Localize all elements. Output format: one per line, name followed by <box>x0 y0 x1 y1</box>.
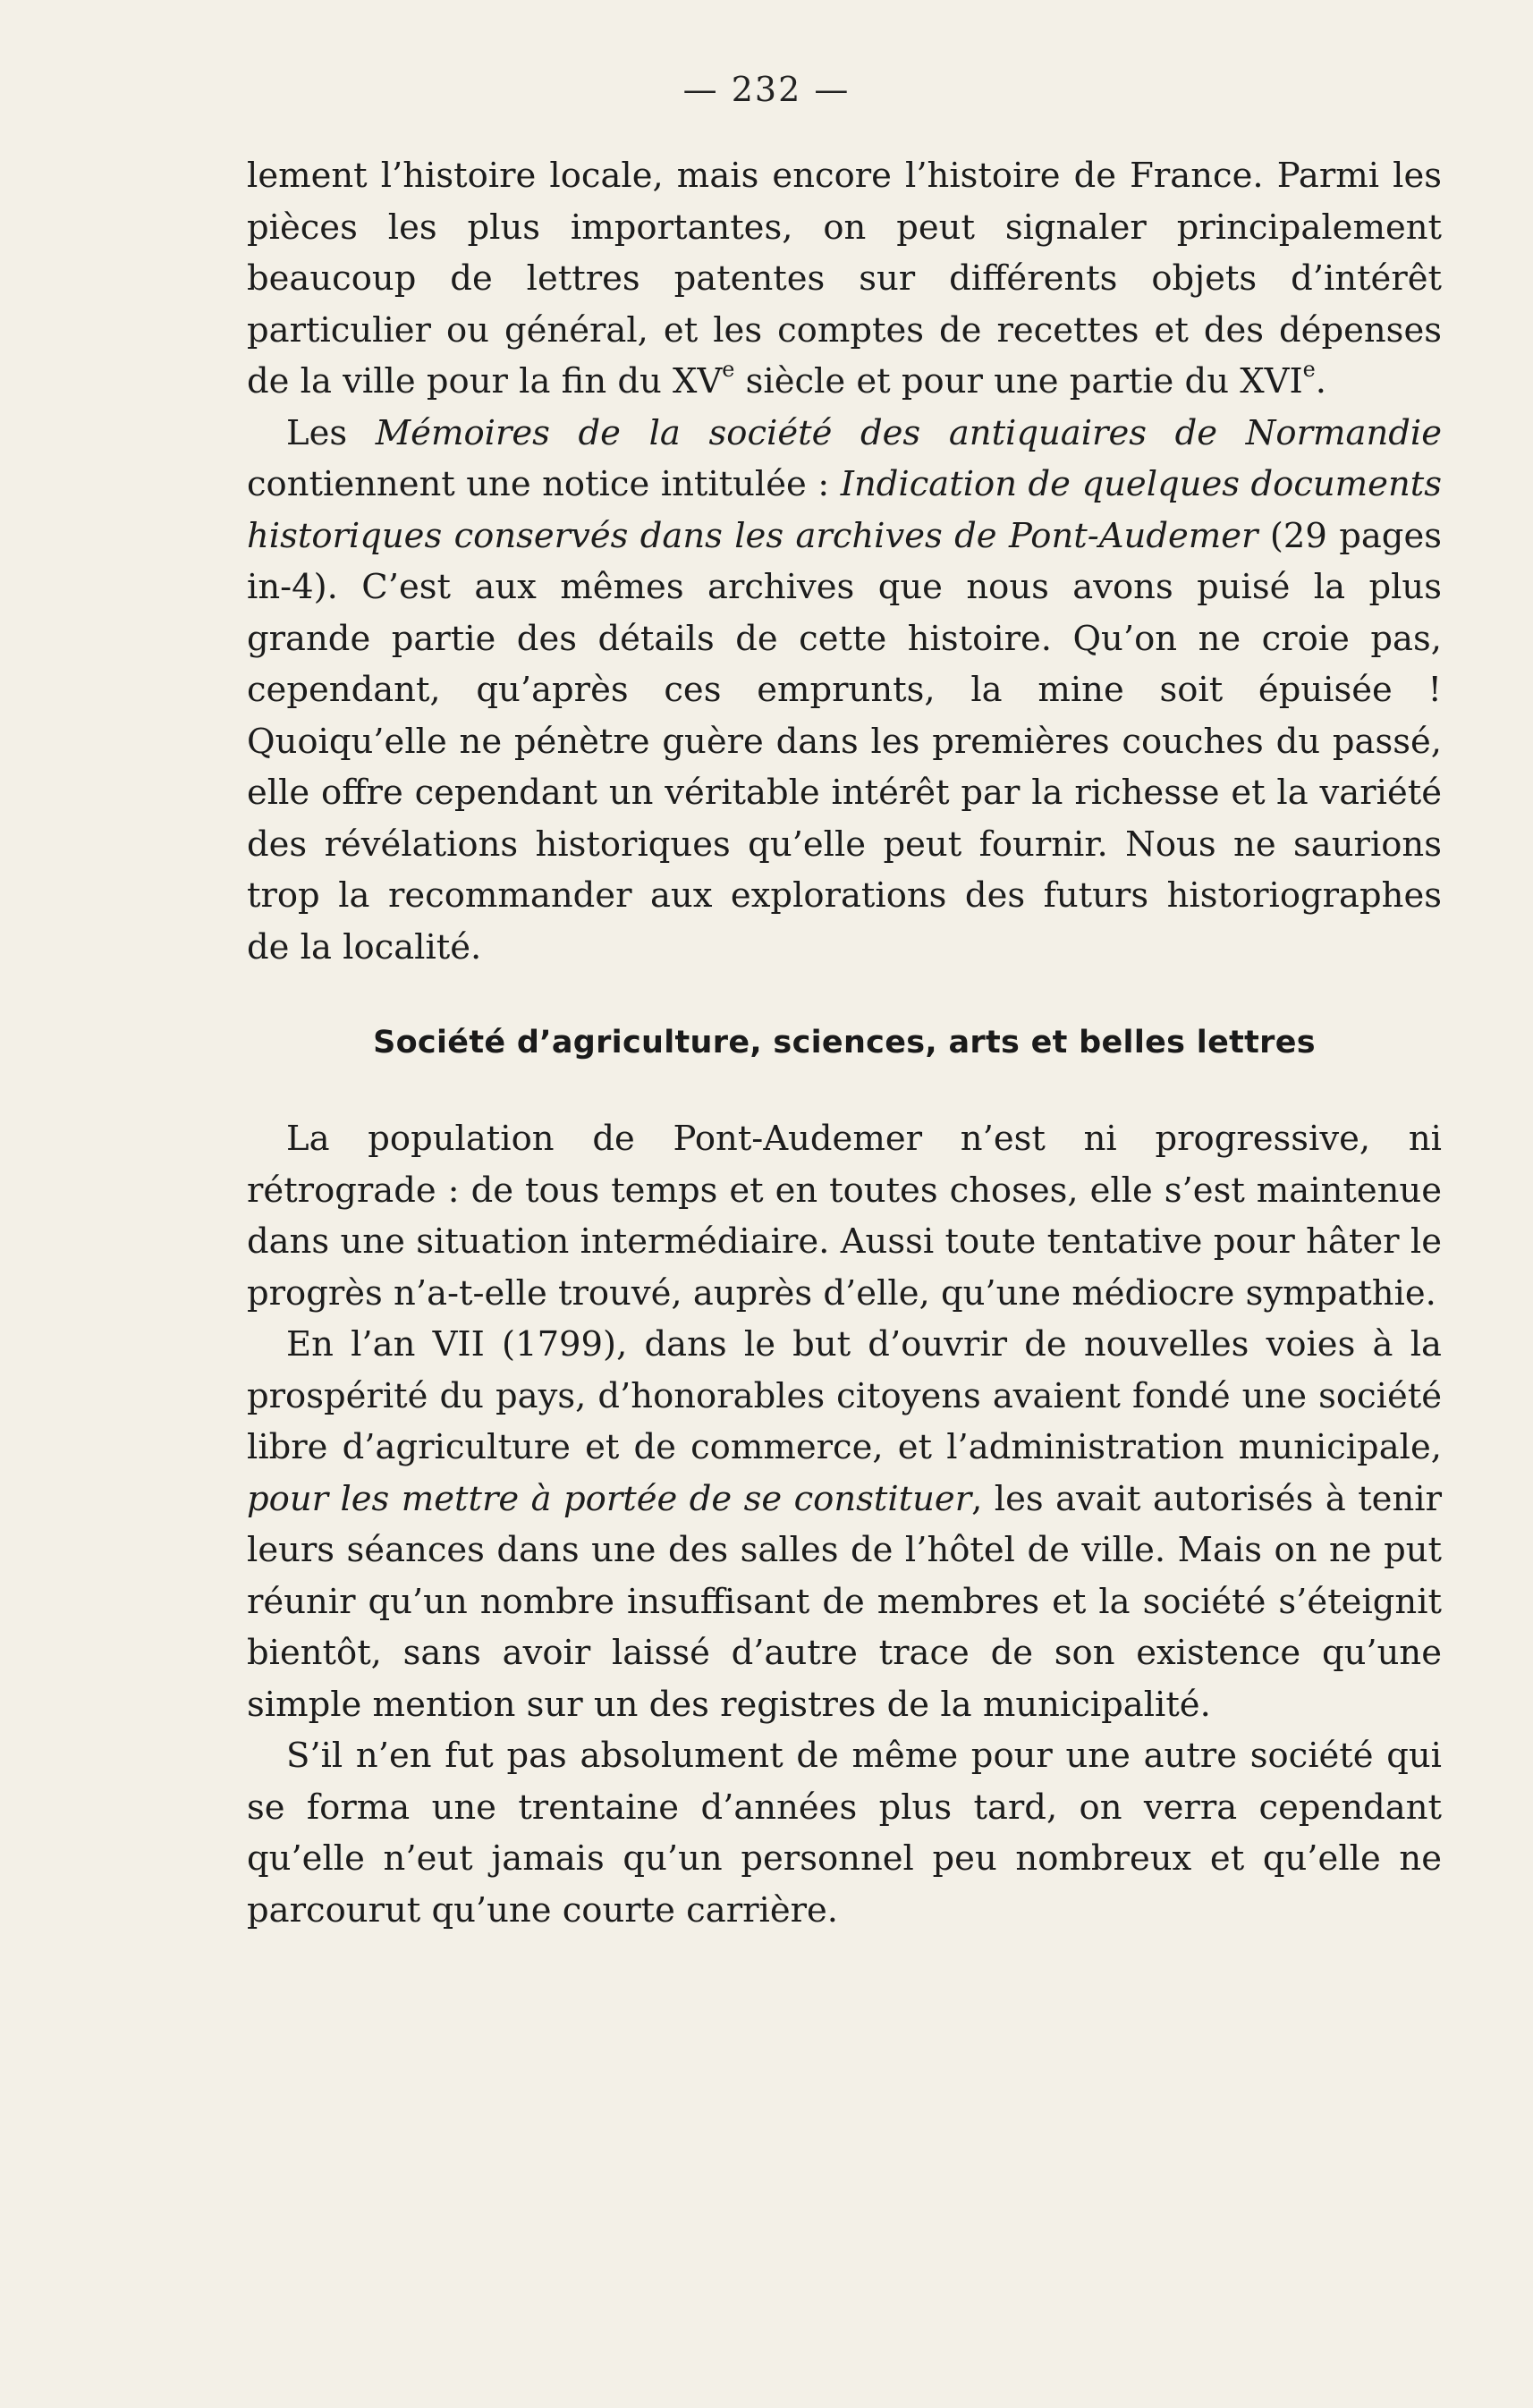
text-run: . <box>1315 361 1327 401</box>
superscript: e <box>722 357 735 383</box>
paragraph <box>247 1113 1442 1319</box>
italic-text: pour les mettre à portée de se constituer <box>247 1478 972 1519</box>
text-run: (29 pages in-4). C’est aux mêmes archives que nous avons puisé la plus grande partie des détails de cette histoire. Qu’on ne croie pas, cependant, qu’après ces emprunts, la mine soit épuisée ! Quoiqu’elle ne pénètre guère dans les premières couches du passé, elle offre cependant un véritable intérêt par la richesse et la variété des révélations historiques qu’elle peut fournir. Nous ne saurions trop la recommander aux explorations des futurs historiographes de la localité. <box>247 515 1442 967</box>
superscript: e <box>1302 357 1316 383</box>
section-heading: Société d’agriculture, sciences, arts et belles lettres <box>373 1025 1316 1060</box>
text-run: Les <box>286 412 376 453</box>
text-run: lement l’histoire locale, mais encore l’histoire de France. Parmi les pièces les plus importantes, on peut signaler principalement beaucoup de lettres patentes sur différents objets d’intérêt particulier ou général, et les comptes de recettes et des dépenses de la ville pour la fin du XV <box>247 156 1442 401</box>
italic-text: Indication de quelques documents historiques conservés dans les archives de Pont-Audemer <box>247 464 1442 556</box>
paragraph <box>247 408 1442 974</box>
paragraph <box>247 150 1442 408</box>
paragraph <box>247 1730 1442 1936</box>
text-run: S’il n’en fut pas absolument de même pour une autre société qui se forma une trentaine d’années plus tard, on verra cependant qu’elle n’eut jamais qu’un personnel peu nombreux et qu’elle ne parcourut qu’une courte carrière. <box>247 1736 1442 1931</box>
paragraph <box>247 1319 1442 1730</box>
text-run: En l’an VII (1799), dans le but d’ouvrir de nouvelles voies à la prospérité du pays, d’honorables citoyens avaient fondé une société libre d’agriculture et de commerce, et l’administration municipale, <box>247 1324 1442 1467</box>
page-number: — 232 — <box>682 70 851 109</box>
text-block-top <box>247 150 1442 973</box>
text-run: contiennent une notice intitulée : <box>247 464 841 504</box>
text-run: siècle et pour une partie du XVI <box>734 361 1303 401</box>
text-run: , les avait autorisés à tenir leurs séances dans une des salles de l’hôtel de ville. Mais on ne put réunir qu’un nombre insuffisant de membres et la société s’éteignit bientôt, sans avoir laissé d’autre trace de son existence qu’une simple mention sur un des registres de la municipalité. <box>247 1478 1442 1725</box>
text-block-bottom <box>247 1113 1442 1936</box>
text-run: La population de Pont-Audemer n’est ni progressive, ni rétrograde : de tous temps et en toutes choses, elle s’est maintenue dans une situation intermédiaire. Aussi toute tentative pour hâter le progrès n’a-t-elle trouvé, auprès d’elle, qu’une médiocre sympathie. <box>247 1119 1442 1314</box>
italic-text: Mémoires de la société des antiquaires de Normandie <box>375 412 1442 453</box>
